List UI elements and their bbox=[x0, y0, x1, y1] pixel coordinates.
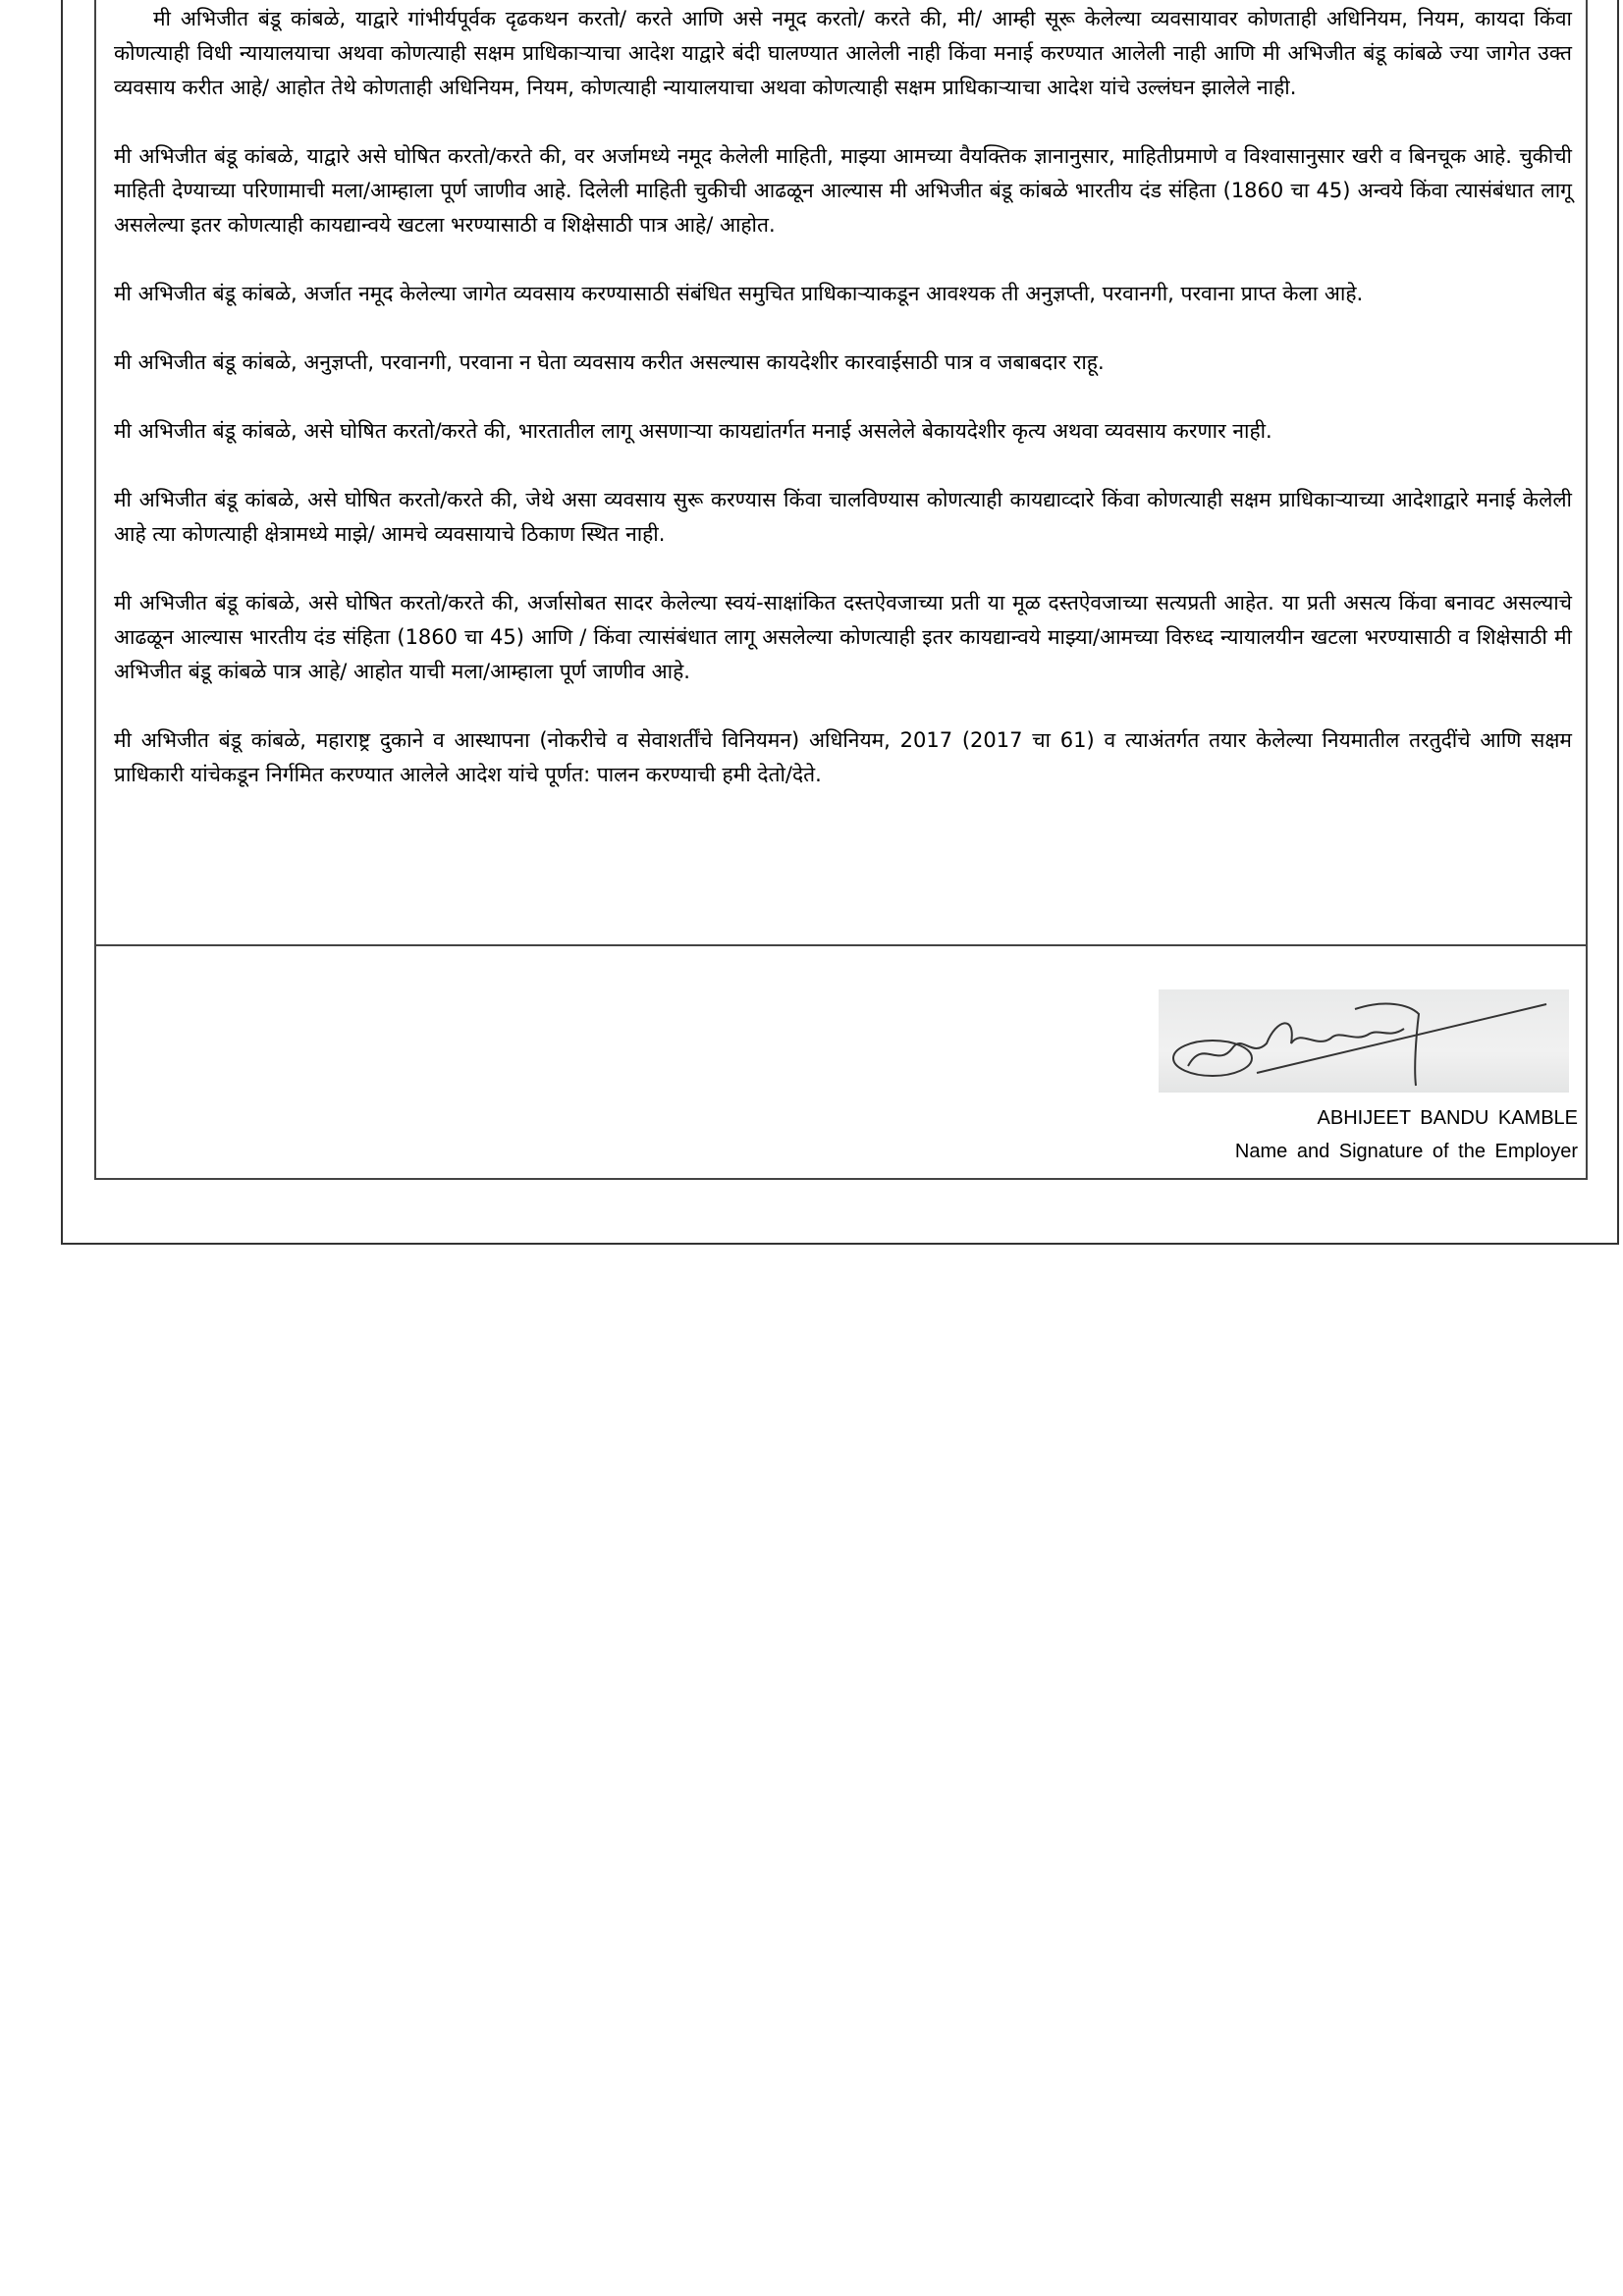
declaration-paragraph: मी अभिजीत बंडू कांबळे, असे घोषित करतो/करते की, जेथे असा व्यवसाय सुरू करण्यास किंवा चालविण्यास कोणत्याही कायद्याव्दारे किंवा कोणत्याही सक्षम प्राधिकाऱ्याच्या आदेशाद्वारे मनाई केलेली आहे त्या कोणत्याही क्षेत्रामध्ये माझे/ आमचे व्यवसायाचे ठिकाण स्थित नाही. bbox=[114, 488, 1572, 546]
declaration-box bbox=[94, 0, 1588, 1180]
declaration-paragraph: मी अभिजीत बंडू कांबळे, अर्जात नमूद केलेल्या जागेत व्यवसाय करण्यासाठी संबंधित समुचित प्राधिकाऱ्याकडून आवश्यक ती अनुज्ञप्ती, परवानगी, परवाना प्राप्त केला आहे. bbox=[114, 282, 1364, 305]
declaration-text bbox=[114, 2, 1572, 827]
section-divider bbox=[96, 944, 1586, 946]
declaration-paragraph: मी अभिजीत बंडू कांबळे, याद्वारे गांभीर्यपूर्वक दृढकथन करतो/ करते आणि असे नमूद करतो/ करते की, मी/ आम्ही सूरू केलेल्या व्यवसायावर कोणताही अधिनियम, नियम, कायदा किंवा कोणत्याही विधी न्यायालयाचा अथवा कोणत्याही सक्षम प्राधिकाऱ्याचा आदेश याद्वारे बंदी घालण्यात आलेली नाही किंवा मनाई करण्यात आलेली नाही आणि मी अभिजीत बंडू कांबळे ज्या जागेत उक्त व्यवसाय करीत आहे/ आहोत तेथे कोणताही अधिनियम, नियम, कोणत्याही न्यायालयाचा अथवा कोणत्याही सक्षम प्राधिकाऱ्याचा आदेश यांचे उल्लंघन झालेले नाही. bbox=[114, 7, 1572, 99]
declaration-paragraph: मी अभिजीत बंडू कांबळे, अनुज्ञप्ती, परवानगी, परवाना न घेता व्यवसाय करीत असल्यास कायदेशीर कारवाईसाठी पात्र व जबाबदार राहू. bbox=[114, 350, 1105, 374]
employer-name: ABHIJEET BANDU KAMBLE bbox=[1317, 1107, 1578, 1129]
declaration-paragraph: मी अभिजीत बंडू कांबळे, महाराष्ट्र दुकाने व आस्थापना (नोकरीचे व सेवाशर्तींचे विनियमन) अधिनियम, 2017 (2017 चा 61) व त्याअंतर्गत तयार केलेल्या नियमातील तरतुदींचे आणि सक्षम प्राधिकारी यांचेकडून निर्गमित करण्यात आलेले आदेश यांचे पूर्णत: पालन करण्याची हमी देतो/देते. bbox=[114, 728, 1572, 786]
declaration-paragraph: मी अभिजीत बंडू कांबळे, असे घोषित करतो/करते की, भारतातील लागू असणाऱ्या कायद्यांतर्गत मनाई असलेले बेकायदेशीर कृत्य अथवा व्यवसाय करणार नाही. bbox=[114, 419, 1272, 443]
signature-caption: Name and Signature of the Employer bbox=[1234, 1141, 1578, 1162]
declaration-paragraph: मी अभिजीत बंडू कांबळे, असे घोषित करतो/करते की, अर्जासोबत सादर केलेल्या स्वयं-साक्षांकित दस्तऐवजाच्या प्रती या मूळ दस्तऐवजाच्या सत्यप्रती आहेत. या प्रती असत्य किंवा बनावट असल्याचे आढळून आल्यास भारतीय दंड संहिता (1860 चा 45) आणि / किंवा त्यासंबंधात लागू असलेल्या कोणत्याही इतर कायद्यान्वये माझ्या/आमच्या विरुध्द न्यायालयीन खटला भरण्यासाठी व शिक्षेसाठी मी अभिजीत बंडू कांबळे पात्र आहे/ आहोत याची मला/आम्हाला पूर्ण जाणीव आहे. bbox=[114, 591, 1572, 683]
signature-image bbox=[1159, 989, 1569, 1093]
employer-signature-block bbox=[1235, 1101, 1578, 1168]
declaration-paragraph: मी अभिजीत बंडू कांबळे, याद्वारे असे घोषित करतो/करते की, वर अर्जामध्ये नमूद केलेली माहिती, माझ्या आमच्या वैयक्तिक ज्ञानानुसार, माहितीप्रमाणे व विश्वासानुसार खरी व बिनचूक आहे. चुकीची माहिती देण्याच्या परिणामाची मला/आम्हाला पूर्ण जाणीव आहे. दिलेली माहिती चुकीची आढळून आल्यास मी अभिजीत बंडू कांबळे भारतीय दंड संहिता (1860 चा 45) अन्वये किंवा त्यासंबंधात लागू असलेल्या इतर कोणत्याही कायद्यान्वये खटला भरण्यासाठी व शिक्षेसाठी पात्र आहे/ आहोत. bbox=[114, 144, 1572, 237]
